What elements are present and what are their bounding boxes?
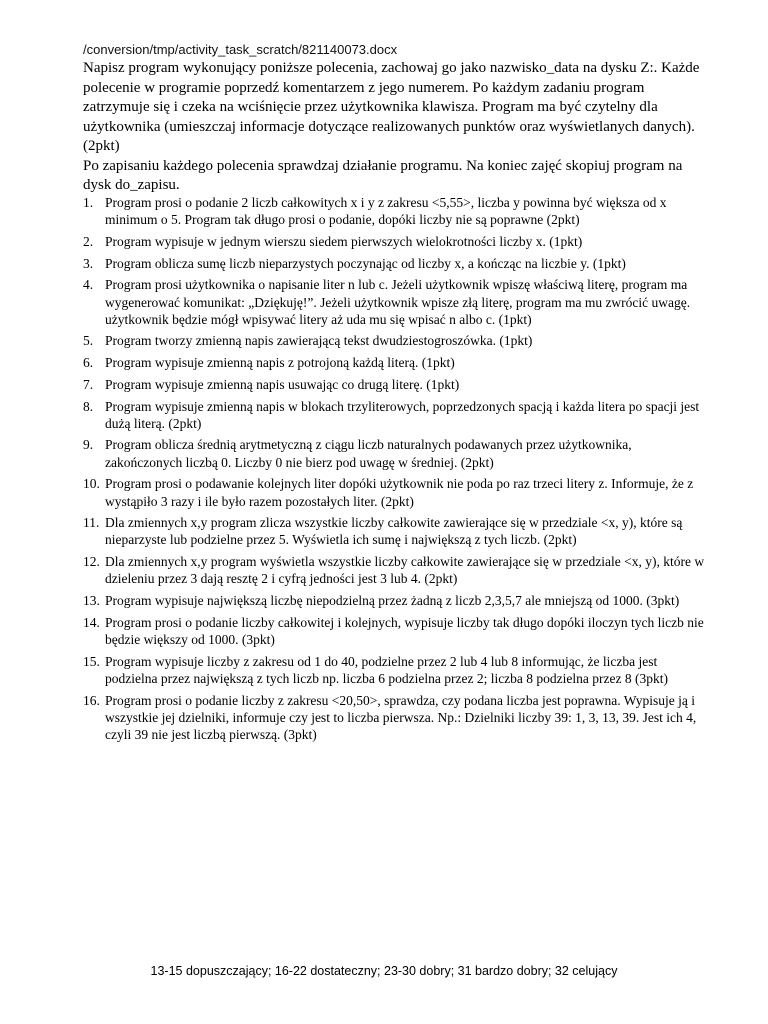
task-number: 16.: [83, 692, 100, 708]
task-item-2: [83, 233, 711, 250]
task-text: Program wypisuje w jednym wierszu siedem pierwszych wielokrotności liczby x. (1pkt): [105, 233, 583, 249]
task-text: Program oblicza średnią arytmetyczną z ciągu liczb naturalnych podawanych przez użytkownika, zakończonych liczbą 0. Liczby 0 nie bierz pod uwagę w średniej. (2pkt): [105, 437, 632, 470]
task-number: 7.: [83, 376, 94, 392]
task-item-6: [83, 354, 711, 371]
task-number: 12.: [83, 554, 100, 570]
task-text: Program prosi o podawanie kolejnych liter dopóki użytkownik nie poda po raz trzeci litery z. Informuje, że z wystąpiło 3 razy i ile było razem pozostałych liter. (2pkt): [105, 476, 694, 509]
file-path-header: /conversion/tmp/activity_task_scratch/821140073.docx: [83, 42, 398, 57]
task-number: 9.: [83, 437, 94, 453]
task-text: Program wypisuje zmienną napis z potrojoną każdą literą. (1pkt): [105, 355, 455, 371]
task-item-4: [83, 276, 711, 328]
task-text: Program wypisuje zmienną napis w blokach trzyliterowych, poprzedzonych spacją i każda litera po spacji jest dużą literą. (2pkt): [105, 398, 700, 431]
grading-scale-footer: 13-15 dopuszczający; 16-22 dostateczny; 23-30 dobry; 31 bardzo dobry; 32 celujący: [150, 964, 618, 978]
task-text: Program wypisuje zmienną napis usuwając co drugą literę. (1pkt): [105, 376, 460, 392]
task-text: Program prosi o podanie liczby całkowitej i kolejnych, wypisuje liczby tak długo dopóki iloczyn tych liczb nie będzie większy od 1000. (3pkt): [105, 614, 704, 647]
task-item-16: [83, 692, 711, 744]
task-text: Program prosi użytkownika o napisanie liter n lub c. Jeżeli użytkownik wpiszę właściwą literę, program ma wygenerować komunikat: „Dziękuję!”. Jeżeli użytkownik wpisze złą literę, program ma mu zwrócić uwagę. użytkownik będzie mógł wpisywać litery aż uda mu się wpisać n albo c. (1pkt): [105, 277, 691, 327]
task-item-9: [83, 436, 711, 470]
task-number: 10.: [83, 476, 100, 492]
intro-instructions: [83, 59, 708, 196]
task-item-11: [83, 514, 711, 548]
task-number: 1.: [83, 195, 94, 210]
task-item-8: [83, 398, 711, 432]
task-text: Dla zmiennych x,y program wyświetla wszystkie liczby całkowite zawierające się w przedziale <x, y), które w dzieleniu przez 3 dają resztę 2 i cyfrą jedności jest 3 lub 4. (2pkt): [105, 554, 705, 587]
task-text: Program wypisuje liczby z zakresu od 1 do 40, podzielne przez 2 lub 4 lub 8 informując, że liczba jest podzielna przez największą z tych liczb np. liczba 6 podzielna przez 2; liczba 8 podzielna przez 8 (3pkt): [105, 653, 668, 686]
task-number: 6.: [83, 355, 94, 371]
task-number: 2.: [83, 233, 94, 249]
intro-paragraph-1: Napisz program wykonujący poniższe polecenia, zachowaj go jako nazwisko_data na dysku Z:. Każde polecenie w programie poprzedź komentarzem z jego numerem. Po każdym zadaniu program zatrzymuje się i czeka na wciśnięcie przez użytkownika klawisza. Program ma być czytelny dla użytkownika (umieszczaj informacje dotyczące realizowanych punktów oraz wyświetlanych danych). (2pkt): [83, 60, 700, 154]
task-text: Program oblicza sumę liczb nieparzystych poczynając od liczby x, a kończąc na liczbie y. (1pkt): [105, 255, 626, 271]
task-list: [83, 194, 711, 748]
task-number: 5.: [83, 333, 94, 349]
task-item-15: [83, 653, 711, 687]
task-item-5: [83, 332, 711, 349]
task-text: Program prosi o podanie 2 liczb całkowitych x i y z zakresu <5,55>, liczba y powinna być większa od x minimum o 5. Program tak długo prosi o podanie, dopóki liczby nie są poprawne (2pkt): [105, 195, 667, 228]
task-number: 15.: [83, 653, 100, 669]
task-text: Program tworzy zmienną napis zawierającą tekst dwudziestogroszówka. (1pkt): [105, 333, 533, 349]
task-number: 8.: [83, 398, 94, 414]
task-number: 13.: [83, 593, 100, 609]
task-text: Program wypisuje największą liczbę niepodzielną przez żadną z liczb 2,3,5,7 ale mniejszą od 1000. (3pkt): [105, 593, 680, 609]
task-item-1: [83, 194, 711, 228]
task-item-12: [83, 553, 711, 587]
task-number: 3.: [83, 255, 94, 271]
task-item-14: [83, 614, 711, 648]
task-number: 14.: [83, 614, 100, 630]
task-item-3: [83, 255, 711, 272]
task-text: Dla zmiennych x,y program zlicza wszystkie liczby całkowite zawierające się w przedziale <x, y), które są nieparzyste lub podzielne przez 5. Wyświetla ich sumę i największą z tych liczb. (2pkt): [105, 515, 683, 548]
intro-paragraph-2: Po zapisaniu każdego polecenia sprawdzaj działanie programu. Na koniec zajęć skopiuj program na dysk do_zapisu.: [83, 157, 683, 193]
task-text: Program prosi o podanie liczby z zakresu <20,50>, sprawdza, czy podana liczba jest poprawna. Wypisuje ją i wszystkie jej dzielniki, informuje czy jest to liczba pierwsza. Np.: Dzielniki liczby 39: 1, 3, 13, 39. Jest ich 4, czyli 39 nie jest liczbą pierwszą. (3pkt): [105, 692, 697, 742]
task-number: 4.: [83, 277, 94, 293]
task-item-13: [83, 592, 711, 609]
task-number: 11.: [83, 515, 100, 531]
task-item-7: [83, 376, 711, 393]
task-item-10: [83, 475, 711, 509]
